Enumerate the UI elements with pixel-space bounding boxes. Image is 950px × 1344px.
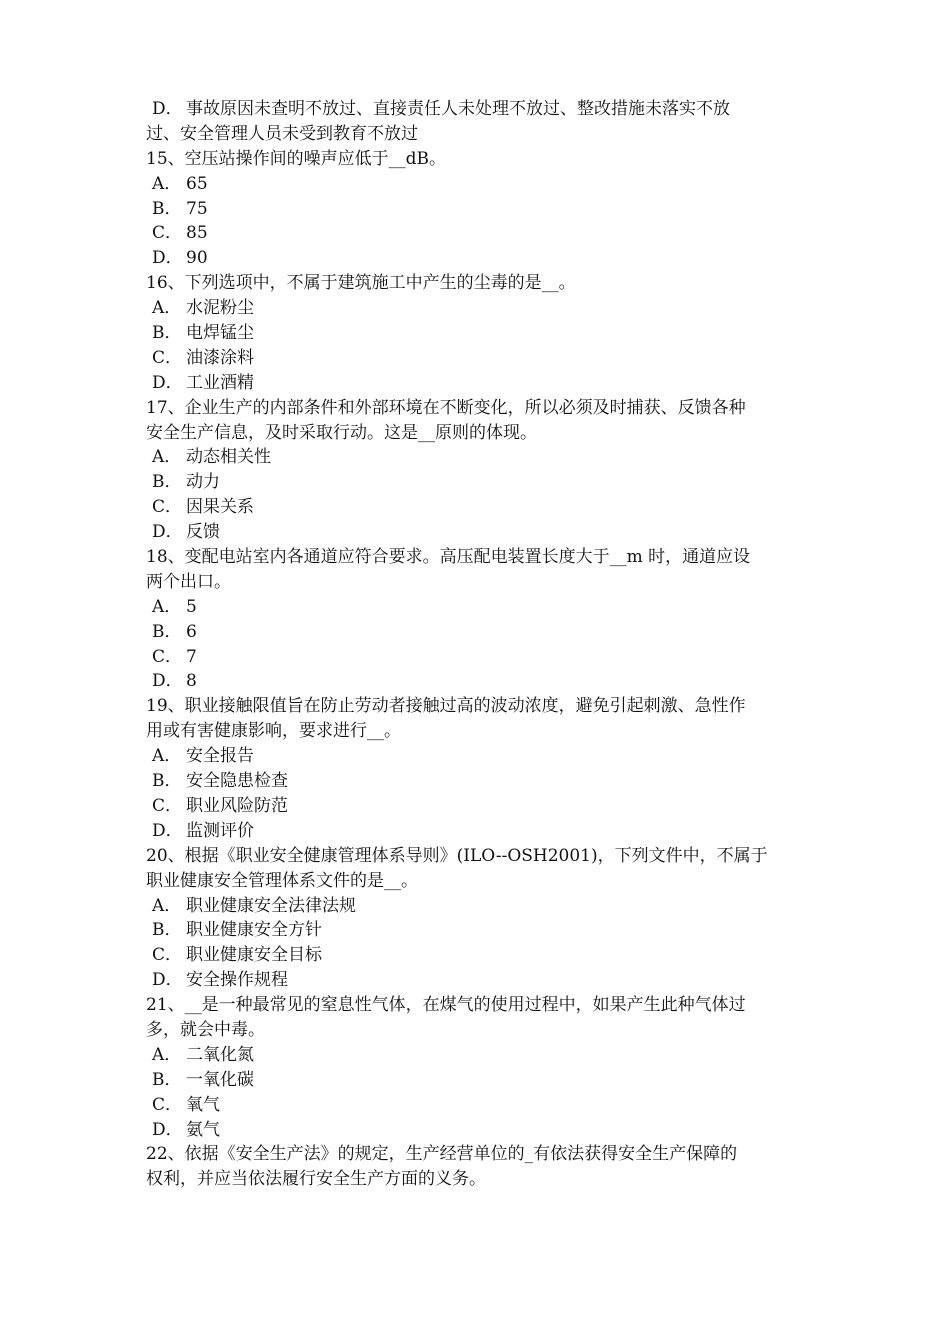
option-letter: C．	[152, 646, 183, 667]
answer-option	[146, 321, 810, 346]
answer-option	[146, 246, 810, 271]
question-text: 15、空压站操作间的噪声应低于__dB。	[146, 148, 447, 169]
option-text: 职业健康安全法律法规	[186, 895, 356, 916]
question-text: 22、依据《安全生产法》的规定，生产经营单位的_有依法获得安全生产保障的	[146, 1144, 738, 1165]
question-continuation: 过、安全管理人员未受到教育不放过	[146, 123, 418, 144]
answer-option	[146, 371, 810, 396]
answer-option	[146, 968, 810, 993]
answer-option	[146, 769, 810, 794]
answer-option	[146, 172, 810, 197]
option-letter: B．	[152, 1069, 182, 1090]
option-text: 6	[186, 621, 197, 642]
option-text: 电焊锰尘	[186, 323, 254, 344]
option-letter: C．	[152, 497, 183, 518]
answer-option	[146, 1068, 810, 1093]
answer-option	[146, 346, 810, 371]
option-letter: D．	[152, 1119, 183, 1140]
answer-option	[146, 520, 810, 545]
option-text: 安全隐患检查	[186, 771, 288, 792]
option-letter: D．	[152, 99, 183, 119]
option-letter: C．	[152, 347, 183, 368]
option-letter: C．	[152, 1094, 183, 1115]
option-text: 75	[186, 198, 208, 219]
option-letter: A．	[152, 746, 182, 767]
option-letter: A．	[152, 447, 182, 468]
option-letter: D．	[152, 970, 183, 991]
option-text: 职业健康安全方针	[186, 920, 322, 941]
answer-option	[146, 97, 810, 122]
option-text: 油漆涂料	[186, 347, 254, 368]
answer-option	[146, 1118, 810, 1143]
option-text: 氨气	[186, 1119, 220, 1140]
question-continuation: 权利，并应当依法履行安全生产方面的义务。	[146, 1169, 486, 1190]
option-text: 二氧化氮	[186, 1044, 254, 1065]
option-text: 监测评价	[186, 820, 254, 841]
answer-option	[146, 1043, 810, 1068]
option-text: 安全操作规程	[186, 970, 288, 991]
answer-option	[146, 819, 810, 844]
option-text: 动态相关性	[186, 447, 271, 468]
option-letter: D．	[152, 372, 183, 393]
answer-option	[146, 918, 810, 943]
option-letter: C．	[152, 223, 183, 244]
option-letter: D．	[152, 248, 183, 269]
option-letter: B．	[152, 771, 182, 792]
answer-option	[146, 595, 810, 620]
option-text: 65	[186, 173, 208, 194]
question-text: 20、根据《职业安全健康管理体系导则》(ILO--OSH2001)，下列文件中，不属于	[146, 845, 768, 866]
answer-option	[146, 296, 810, 321]
answer-option	[146, 445, 810, 470]
option-text: 90	[186, 248, 208, 269]
option-text: 职业风险防范	[186, 795, 288, 816]
answer-option	[146, 1093, 810, 1118]
option-text: 职业健康安全目标	[186, 945, 322, 966]
question-text: 21、__是一种最常见的窒息性气体，在煤气的使用过程中，如果产生此种气体过	[146, 995, 746, 1016]
answer-option	[146, 221, 810, 246]
answer-option	[146, 669, 810, 694]
answer-option	[146, 894, 810, 919]
option-text: 一氧化碳	[186, 1069, 254, 1090]
option-letter: A．	[152, 895, 182, 916]
option-letter: D．	[152, 820, 183, 841]
option-text: 85	[186, 223, 208, 244]
answer-option	[146, 744, 810, 769]
option-text: 安全报告	[186, 746, 254, 767]
option-text: 7	[186, 646, 197, 667]
answer-option	[146, 943, 810, 968]
option-letter: B．	[152, 920, 182, 941]
answer-option	[146, 645, 810, 670]
option-letter: D．	[152, 671, 183, 692]
question-text: 17、企业生产的内部条件和外部环境在不断变化，所以必须及时捕获、反馈各种	[146, 397, 746, 418]
option-text: 因果关系	[186, 497, 254, 518]
option-letter: A．	[152, 596, 182, 617]
question-continuation: 用或有害健康影响，要求进行__。	[146, 721, 401, 742]
option-letter: C．	[152, 795, 183, 816]
option-text: 反馈	[186, 522, 220, 543]
answer-option	[146, 470, 810, 495]
question-text: 18、变配电站室内各通道应符合要求。高压配电装置长度大于__m 时，通道应设	[146, 547, 751, 568]
question-text: 16、下列选项中，不属于建筑施工中产生的尘毒的是__。	[146, 273, 576, 294]
answer-option	[146, 495, 810, 520]
answer-option	[146, 197, 810, 222]
option-letter: D．	[152, 522, 183, 543]
option-letter: B．	[152, 621, 182, 642]
question-text: 19、职业接触限值旨在防止劳动者接触过高的波动浓度，避免引起刺激、急性作	[146, 696, 746, 717]
option-letter: A．	[152, 1044, 182, 1065]
option-text: 工业酒精	[186, 372, 254, 393]
option-text: 事故原因未查明不放过、直接责任人未处理不放过、整改措施未落实不放	[186, 99, 730, 119]
question-continuation: 职业健康安全管理体系文件的是__。	[146, 870, 418, 891]
question-continuation: 安全生产信息，及时采取行动。这是__原则的体现。	[146, 422, 537, 443]
option-letter: B．	[152, 472, 182, 493]
option-letter: B．	[152, 323, 182, 344]
option-letter: A．	[152, 298, 182, 319]
question-continuation: 两个出口。	[146, 571, 231, 592]
option-letter: B．	[152, 198, 182, 219]
option-text: 氧气	[186, 1094, 220, 1115]
question-continuation: 多，就会中毒。	[146, 1019, 265, 1040]
option-text: 8	[186, 671, 197, 692]
option-text: 水泥粉尘	[186, 298, 254, 319]
answer-option	[146, 794, 810, 819]
option-letter: A．	[152, 173, 182, 194]
document-page	[146, 97, 810, 1192]
option-letter: C．	[152, 945, 183, 966]
answer-option	[146, 620, 810, 645]
option-text: 5	[186, 596, 197, 617]
option-text: 动力	[186, 472, 220, 493]
